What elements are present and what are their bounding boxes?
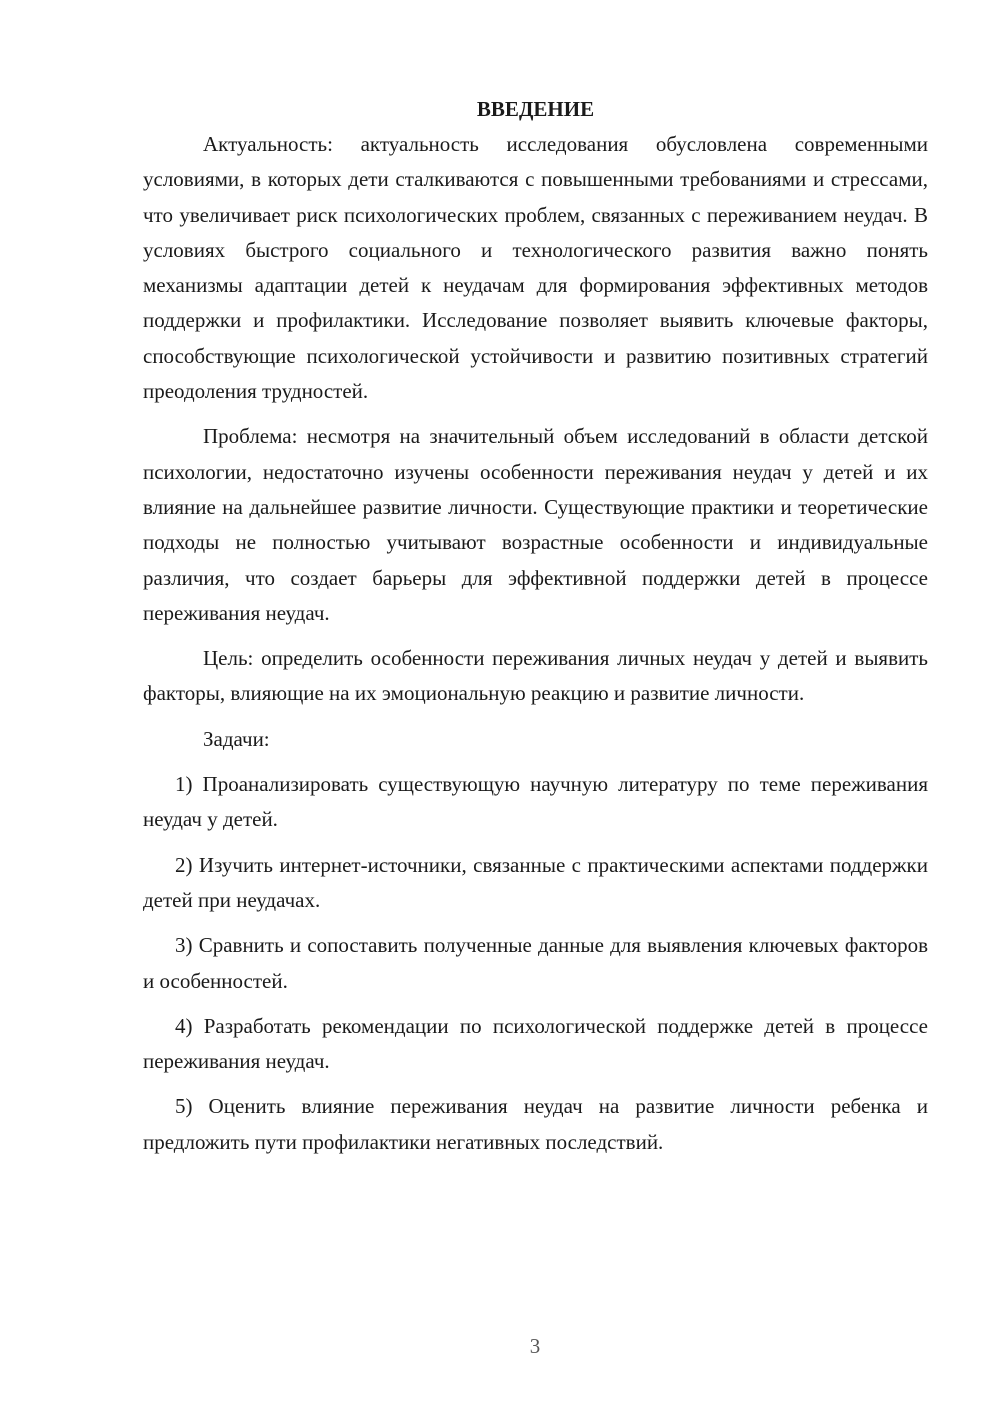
paragraph-problem: Проблема: несмотря на значительный объем исследований в области детской психологии, недостаточно изучены особенности переживания неудач у детей и их влияние на дальнейшее развитие личности. Существующие практики и теоретические подходы не полностью учитывают возрастные особенности и индивидуальные различия, что создает барьеры для эффективной поддержки детей в процессе переживания неудач. [143, 424, 928, 625]
task-item-5: 5) Оценить влияние переживания неудач на развитие личности ребенка и предложить пути профилактики негативных последствий. [143, 1094, 928, 1154]
task-item-4: 4) Разработать рекомендации по психологической поддержке детей в процессе переживания неудач. [143, 1013, 928, 1074]
document-page [143, 92, 928, 1160]
task-item-1: 1) Проанализировать существующую научную литературу по теме переживания неудач у детей. [143, 772, 928, 832]
paragraph-relevance: Актуальность: актуальность исследования обусловлена современными условиями, в которых дети сталкиваются с повышенными требованиями и стрессами, что увеличивает риск психологических проблем, связанных с переживанием неудач. В условиях быстрого социального и технологического развития важно понять механизмы адаптации детей к неудачам для формирования эффективных методов поддержки и профилактики. Исследование позволяет выявить ключевые факторы, способствующие психологической устойчивости и развитию позитивных стратегий преодоления трудностей. [143, 132, 928, 404]
task-item-2: 2) Изучить интернет-источники, связанные с практическими аспектами поддержки детей при неудачах. [143, 852, 928, 912]
task-item-3: 3) Сравнить и сопоставить полученные данные для выявления ключевых факторов и особенностей. [143, 933, 928, 993]
page-number: 3 [529, 1334, 541, 1358]
document-title: ВВЕДЕНИЕ [476, 97, 595, 121]
paragraph-goal: Цель: определить особенности переживания личных неудач у детей и выявить факторы, влияющие на их эмоциональную реакцию и развитие личности. [143, 646, 928, 706]
tasks-heading: Задачи: [203, 726, 270, 751]
